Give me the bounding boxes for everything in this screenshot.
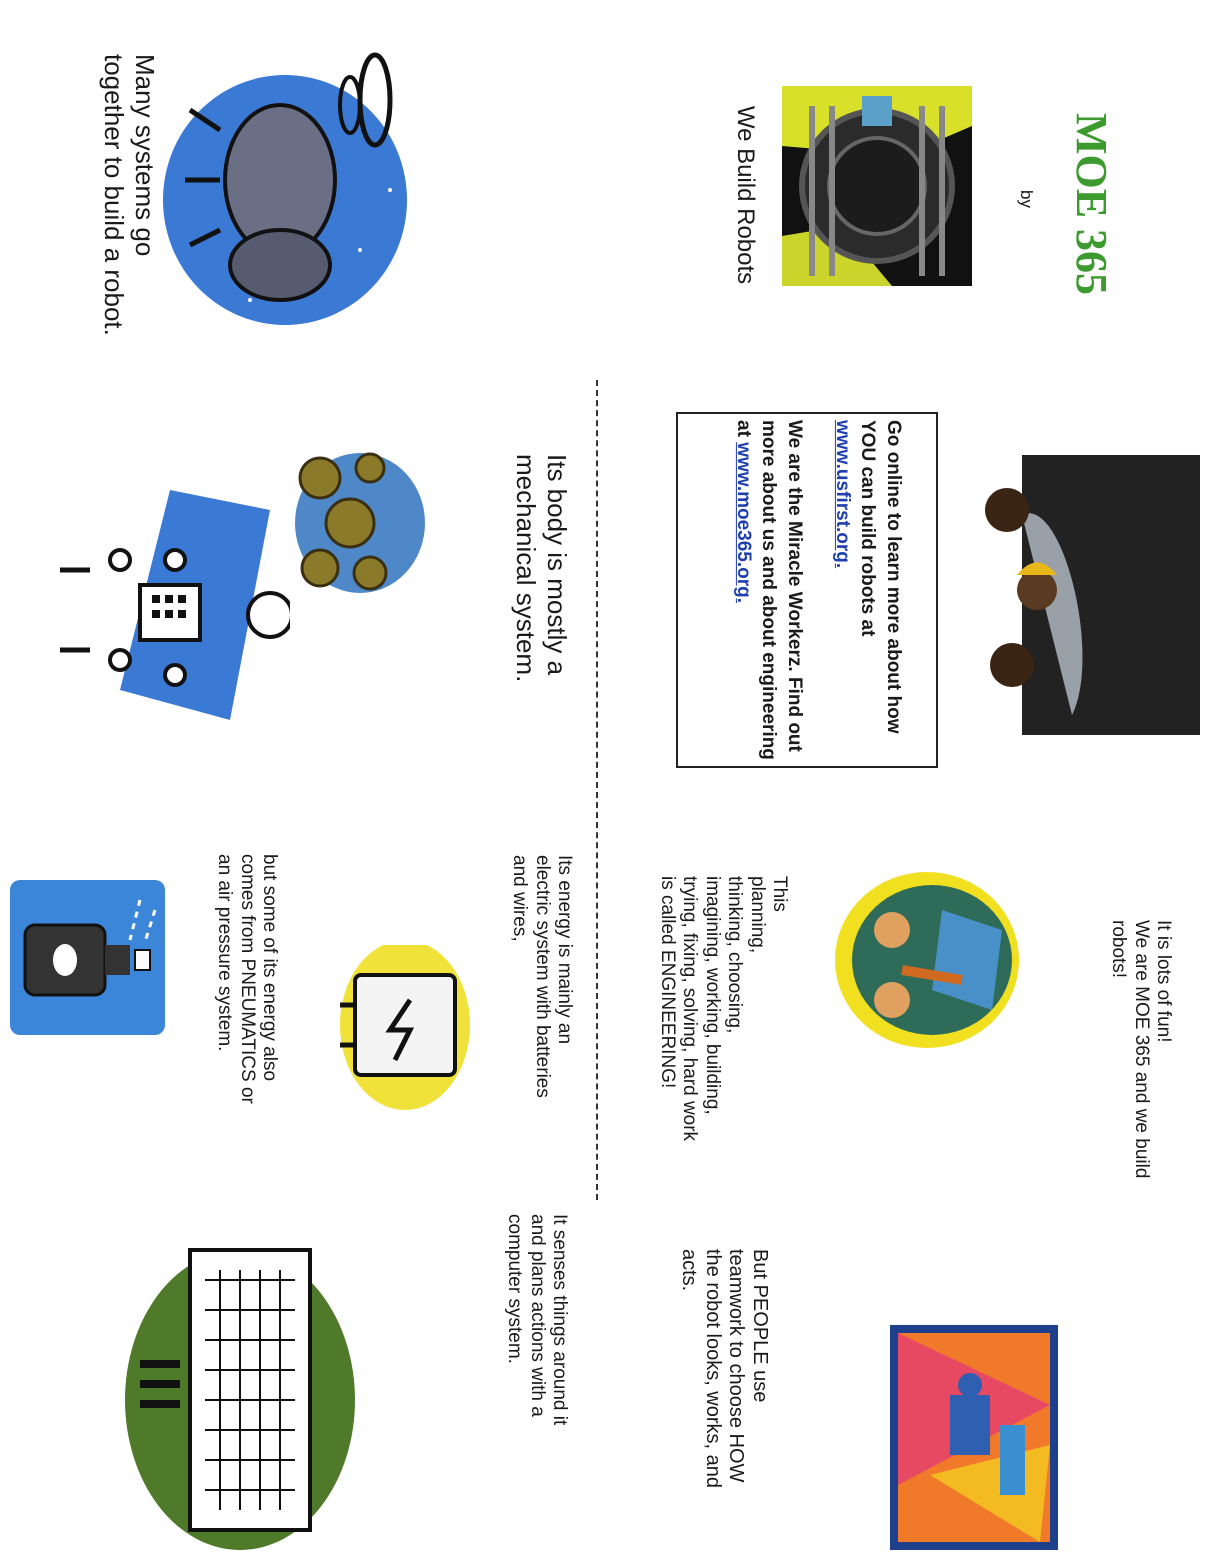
electric-caption: Its energy is mainly an electric system with batteries and wires, [509, 855, 575, 1098]
engineering-caption: This planning, thinking, choosing, imagining, working, building, trying, fixing, solving, hard work is called ENGINEERING! [656, 876, 790, 1142]
cover-brand-logo: MOE 365 [1067, 112, 1116, 296]
engineers-photo [982, 455, 1200, 735]
systems-caption: Many systems go together to build a robot. [99, 54, 160, 336]
gear-cover-image [782, 86, 972, 286]
people-caption: But PEOPLE use teamwork to choose HOW the robot looks, works, and acts. [678, 1249, 771, 1489]
info-box [676, 412, 938, 768]
moe365-link[interactable]: www.moe365.org. [732, 442, 754, 604]
info-box-text [708, 420, 906, 760]
mechanical-caption: Its body is mostly a mechanical system. [511, 454, 572, 683]
space-robot-image [160, 50, 420, 330]
pneumatic-caption: but some of its energy also comes from PNEUMATICS or an air pressure system. [214, 854, 280, 1104]
info-line2-prefix: We are the Miracle Workerz. Find out more about us and about engineering at [732, 420, 805, 760]
cover-by: by [1017, 190, 1036, 208]
cover-title: We Build Robots [732, 105, 759, 285]
battery-image [330, 945, 470, 1115]
robot-figure-image [40, 490, 290, 730]
computer-keyboard-image [120, 1240, 360, 1550]
workers-illustration [832, 870, 1022, 1050]
gears-image [290, 448, 430, 598]
info-line1-prefix: Go online to learn more about how YOU can build robots at [857, 420, 904, 734]
air-canister-icon [10, 880, 165, 1035]
usfirst-link[interactable]: www.usfirst.org. [831, 420, 853, 569]
robot-painting-image [890, 1325, 1058, 1550]
fold-divider [596, 380, 598, 1200]
computer-caption: It senses things around it and plans actions with a computer system. [504, 1214, 570, 1426]
fun-caption: It is lots of fun! We are MOE 365 and we build robots! [1108, 920, 1174, 1179]
